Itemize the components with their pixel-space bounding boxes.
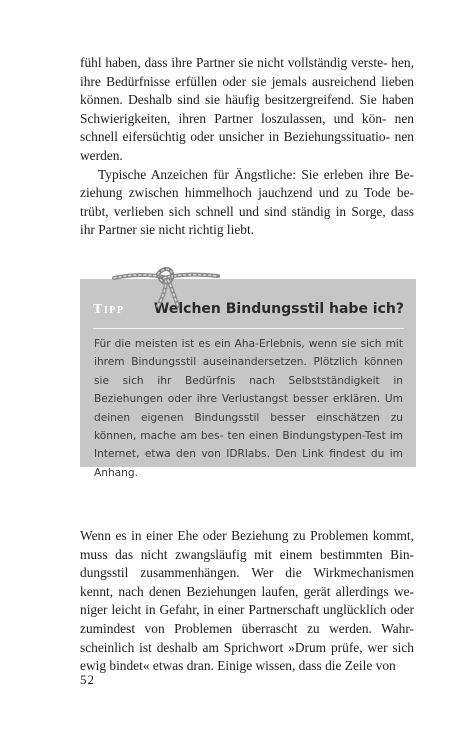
text-line: hen, ihre Bedürfnisse erfüllen oder sie jemals ausreichend: [80, 55, 414, 89]
text-line: IDRlabs. Den Link findest du im Anhang.: [94, 448, 403, 479]
tipp-text: [94, 335, 403, 482]
text-line: nen schnell eifersüchtig oder unsicher in Beziehungssituatio-: [80, 110, 415, 145]
text-line: muss das nicht zwangsläufig mit einem bestimmten Bin-: [80, 546, 414, 562]
text-line: scheinlich ist deshalb am Sprichwort »Drum prüfe, wer sich: [80, 639, 414, 655]
top-text-block: [80, 54, 414, 240]
text-line: fühl haben, dass ihre Partner sie nicht vollständig verste-: [80, 55, 388, 70]
rope-knot-icon: [112, 266, 220, 308]
text-line: Für die meisten ist es ein Aha-Erlebnis, wenn sie sich mit: [94, 338, 403, 350]
tipp-title: Welchen Bindungsstil habe ich?: [153, 301, 404, 317]
text-line: haben Schwierigkeiten, ihren Partner loszulassen, und kön-: [80, 92, 414, 126]
text-line: trübt, verlieben sich schnell und sind ständig in Sorge, dass: [80, 203, 414, 219]
text-line: kennt, nach denen Beziehungen laufen, gerät allerdings we-: [80, 583, 414, 599]
text-line: lieben können. Deshalb sind sie häufig besitzergreifend. Sie: [80, 73, 414, 108]
text-line: Bindungsstil besser einschätzen zu können, mache am bes-: [94, 411, 403, 443]
tipp-label: Tipp: [93, 302, 125, 317]
text-line: ihr Partner sie nicht richtig liebt.: [80, 222, 255, 238]
text-line: Wenn es in einer Ehe oder Beziehung zu Problemen kommt,: [80, 528, 414, 543]
text-line: Typische Anzeichen für Ängstliche: Sie erleben ihre Be-: [98, 166, 414, 182]
text-line: ten einen Bindungstypen-Test im Internet, etwa den von: [94, 430, 403, 461]
text-line: ihrem Bindungsstil auseinandersetzen. Plötzlich können sie: [94, 356, 403, 387]
bottom-text-block: [80, 527, 414, 676]
paragraph-2: [80, 166, 414, 240]
text-line: sich ihr Bedürfnis nach Selbstständigkeit in Beziehungen: [94, 374, 403, 406]
tipp-divider: [93, 328, 404, 329]
text-line: ziehung zwischen himmelhoch jauchzend und zu Tode be-: [80, 185, 414, 201]
paragraph-1: [80, 54, 414, 166]
text-line: niger leicht in Gefahr, in einer Partnerschaft unglücklich: [80, 602, 387, 618]
text-line: nen werden.: [80, 129, 414, 163]
text-line: oder zumindest von Problemen überrascht zu werden. Wahr-: [80, 602, 414, 636]
text-line: ewig bindet« etwas dran. Einige wissen, dass die Zeile von: [80, 658, 396, 674]
page-number: 52: [80, 672, 95, 687]
paragraph-3: [80, 527, 414, 676]
text-line: dungsstil zusammenhängen. Wer die Wirkmechanismen: [80, 565, 414, 581]
text-line: oder ihre Verlustangst besser erklären. Um deinen eigenen: [94, 393, 403, 424]
